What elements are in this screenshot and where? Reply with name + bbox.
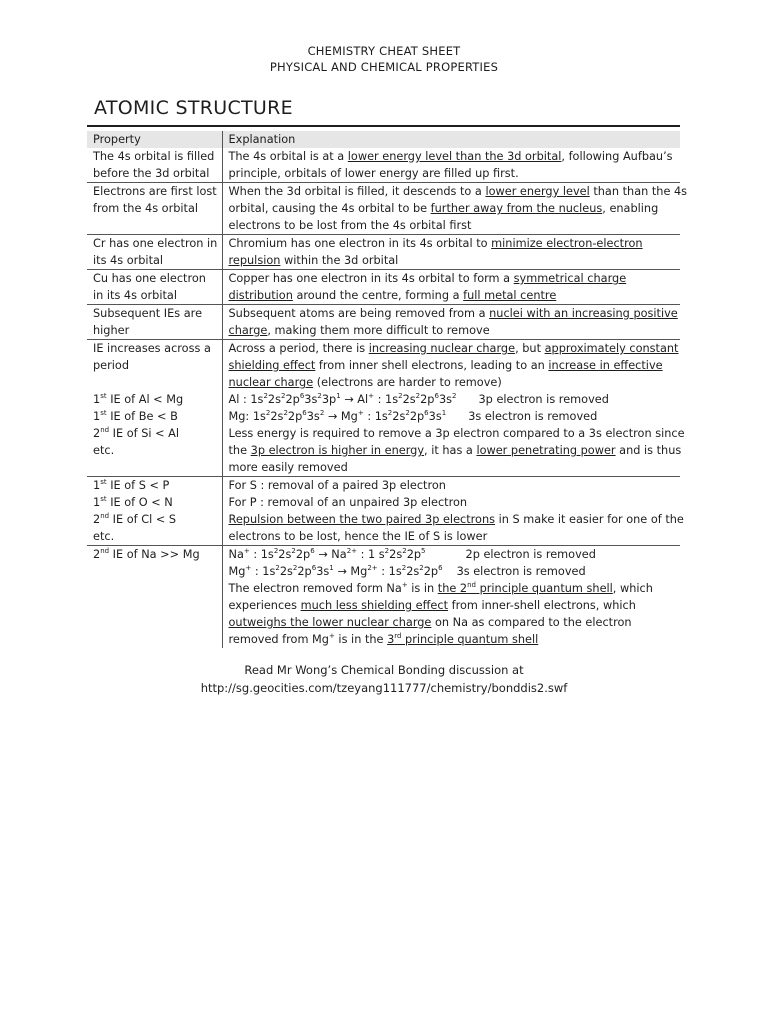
- table-row: [87, 183, 680, 235]
- property-cell: Cu has one electron in its 4s orbital: [87, 270, 222, 305]
- property-cell: 2nd IE of Na >> Mg: [87, 546, 222, 649]
- table-row: [87, 477, 680, 546]
- table-row: [87, 546, 680, 649]
- explanation-cell: Chromium has one electron in its 4s orbital to minimize electron-electron repulsion within the 3d orbital: [222, 235, 680, 270]
- table-row: [87, 270, 680, 305]
- property-cell: 1st IE of Al < Mg 1st IE of Be < B 2nd IE of Si < Al etc.: [87, 391, 222, 477]
- property-cell: The 4s orbital is filled before the 3d orbital: [87, 148, 222, 183]
- property-cell: 1st IE of S < P 1st IE of O < N 2nd IE of Cl < S etc.: [87, 477, 222, 546]
- footer-note: Read Mr Wong’s Chemical Bonding discussion at: [244, 663, 524, 677]
- explanation-cell: Subsequent atoms are being removed from a nuclei with an increasing positive charge, making them more difficult to remove: [222, 305, 680, 340]
- property-cell: Electrons are first lost from the 4s orbital: [87, 183, 222, 235]
- table-row: [87, 340, 680, 392]
- explanation-cell: Al : $1s^22s^22p^63s^23p^1 \to Al^+$ : $1s^22s^22p^63s^2$ 3p electron is removed Mg: $1s^22s^22p^63s^2 \to Mg^+$ : $1s^22s^22p^63s^1$ 3s electron is removed Less energy is required to remove a 3p electron compared to a 3s electron since the 3p electron is higher in energy, it has a lower penetrating power and is thus more easily removed: [228, 392, 685, 474]
- properties-table: [87, 131, 688, 648]
- table-row: [87, 235, 680, 270]
- explanation-cell: Copper has one electron in its 4s orbital to form a symmetrical charge distribution around the centre, forming a full metal centre: [222, 270, 680, 305]
- table-row: [87, 391, 680, 477]
- column-header-property: Property: [87, 131, 222, 148]
- explanation-cell: When the 3d orbital is filled, it descends to a lower energy level than than the 4s orbital, causing the 4s orbital to be further away from the nucleus, enabling electrons to be lost from the 4s orbital first: [222, 183, 680, 235]
- footer-link[interactable]: http://sg.geocities.com/tzeyang111777/chemistry/bonddis2.swf: [200, 681, 568, 695]
- column-header-explanation: Explanation: [222, 131, 680, 148]
- table-row: [87, 148, 680, 183]
- property-cell: Subsequent IEs are higher: [87, 305, 222, 340]
- explanation-cell: For S : removal of a paired 3p electron For P : removal of an unpaired 3p electron Repulsion between the two paired 3p electrons in S make it easier for one of the electrons to be lost, hence the IE of S is lower: [222, 477, 680, 546]
- header-line-2: PHYSICAL AND CHEMICAL PROPERTIES: [269, 60, 499, 74]
- title-divider: [87, 125, 680, 127]
- explanation-cell: Across a period, there is increasing nuclear charge, but approximately constant shielding effect from inner shell electrons, leading to an increase in effective nuclear charge (electrons are harder to remove): [222, 340, 680, 392]
- section-title: ATOMIC STRUCTURE: [94, 97, 293, 119]
- table-header-row: [87, 131, 680, 148]
- property-cell: IE increases across a period: [87, 340, 222, 392]
- explanation-cell: Na+ : $1s^22s^22p^6 \to Na^{2+}$ : 1 $s^22s^22p^5$ 2p electron is removed Mg+ : $1s^22s^22p^63s^1 \to Mg^{2+}$ : $1s^22s^22p^6$ 3s electron is removed The electron removed form Na+ is in the 2nd principle quantum shell, which experiences much less shielding effect from inner-shell electrons, which outweighs the lower nuclear charge on Na as compared to the electron removed from Mg+ is in the 3rd principle quantum shell: [222, 546, 680, 649]
- explanation-cell: The 4s orbital is at a lower energy level than the 3d orbital, following Aufbau’s principle, orbitals of lower energy are filled up first.: [228, 150, 673, 180]
- table-row: [87, 305, 680, 340]
- header-line-1: CHEMISTRY CHEAT SHEET: [307, 44, 461, 58]
- property-cell: Cr has one electron in its 4s orbital: [87, 235, 222, 270]
